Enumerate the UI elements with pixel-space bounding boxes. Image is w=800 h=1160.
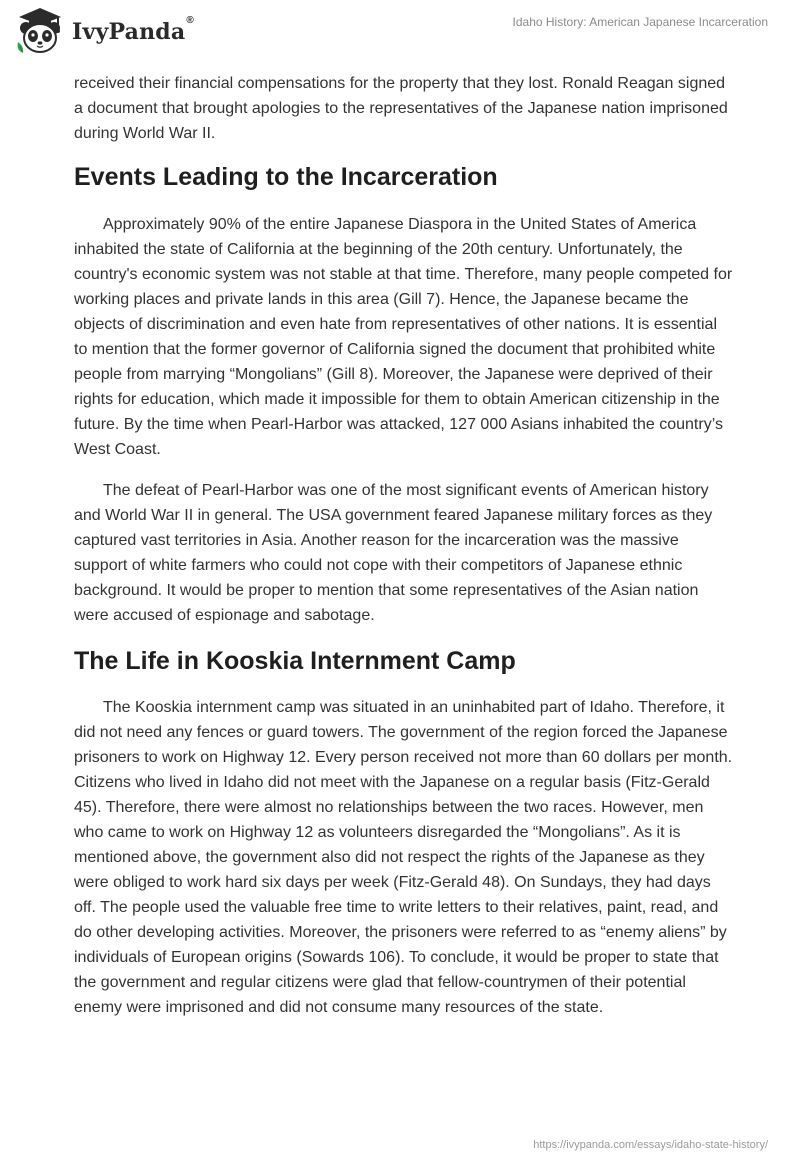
source-url[interactable]: https://ivypanda.com/essays/idaho-state-history/ [533, 1139, 768, 1151]
paragraph: Approximately 90% of the entire Japanese Diaspora in the United States of America inhabited the state of California at the beginning of the 20th century. Unfortunately, the country's economic system was not stable at that time. Therefore, many people competed for working places and private lands in this area (Gill 7). Hence, the Japanese became the objects of discrimination and even hate from representatives of other nations. It is essential to mention that the former governor of California signed the document that prohibited white people from marrying “Mongolians” (Gill 8). Moreover, the Japanese were deprived of their rights for education, which made it impossible for them to obtain American citizenship in the future. By the time when Pearl-Harbor was attacked, 127 000 Asians inhabited the country’s West Coast. [74, 216, 733, 458]
ivypanda-logo[interactable] [14, 6, 194, 56]
paragraph: The Kooskia internment camp was situated in an uninhabited part of Idaho. Therefore, it did not need any fences or guard towers. The government of the region forced the Japanese prisoners to work on Highway 12. Every person received not more than 60 dollars per month. Citizens who lived in Idaho did not meet with the Japanese on a regular basis (Fitz-Gerald 45). Therefore, there were almost no relationships between the two races. However, men who came to work on Highway 12 as volunteers disregarded the “Mongolians”. As it is mentioned above, the government also did not respect the rights of the Japanese as they were obliged to work hard six days per week (Fitz-Gerald 48). On Sundays, they had days off. The people used the valuable free time to write letters to their relatives, paint, read, and do other developing activities. Moreover, the prisoners were referred to as “enemy aliens” by individuals of European origins (Sowards 106). To conclude, it would be proper to state that the government and regular citizens were glad that fellow-countrymen of their potential enemy were imprisoned and did not consume many resources of the state. [74, 699, 733, 1016]
panda-graduate-icon [14, 6, 66, 56]
section-heading-kooskia: The Life in Kooskia Internment Camp [74, 647, 516, 675]
essay-content [74, 71, 734, 1036]
paragraph: The defeat of Pearl-Harbor was one of the most significant events of American history and World War II in general. The USA government feared Japanese military forces as they captured vast territories in Asia. Another reason for the incarceration was the massive support of white farmers who could not cope with their competitors of Japanese ethnic background. It would be proper to mention that some representatives of the Asian nation were accused of espionage and sabotage. [74, 482, 713, 624]
section-heading-events: Events Leading to the Incarceration [74, 163, 498, 191]
intro-paragraph-continuation: received their financial compensations for the property that they lost. Ronald Reagan signed a document that brought apologies to the representatives of the Japanese nation imprisoned during World War II. [74, 75, 728, 142]
page-header [0, 0, 800, 62]
registered-mark: ® [186, 15, 194, 26]
brand-name: IvyPanda® [72, 15, 194, 45]
document-title: Idaho History: American Japanese Incarceration [512, 15, 768, 29]
